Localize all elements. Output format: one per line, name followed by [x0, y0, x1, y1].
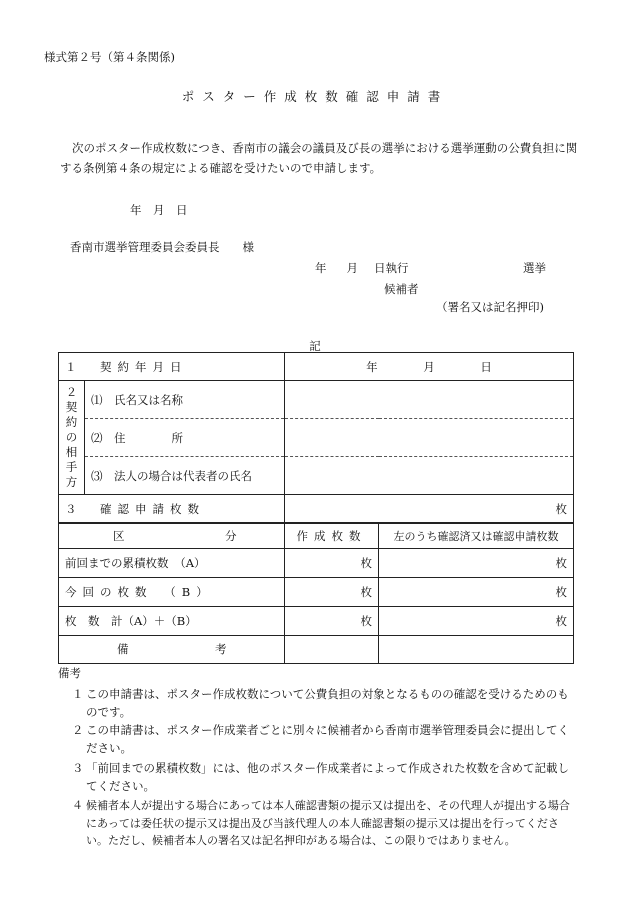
note-number: ２ [72, 723, 84, 737]
category-header-b: 分 [225, 528, 237, 543]
party-label: ２契約の相手方 [65, 385, 78, 489]
current-confirmed-unit: 枚 [379, 578, 574, 607]
contract-day: 日 [480, 359, 492, 374]
cumulative-created-unit: 枚 [285, 549, 379, 578]
note-text: 候補者本人が提出する場合にあっては本人確認書類の提示又は提出を、その代理人が提出する場合にあっては委任状の提示又は提出及び当該代理人の本人確認書類の提示又は提出を行ってください。ただし、候補者本人の署名又は記名押印がある場合は、この限りではありません。 [86, 799, 570, 847]
table-row [59, 549, 574, 578]
table-row [59, 578, 574, 607]
party-label-cell [59, 381, 85, 495]
addressee: 香南市選挙管理委員会委員長 様 [70, 240, 254, 254]
note-item [72, 759, 577, 795]
remarks-label-a: 備 [117, 642, 129, 656]
exec-day: 日執行 [374, 261, 409, 275]
total-created-unit: 枚 [285, 607, 379, 636]
contract-month: 月 [423, 359, 435, 374]
ki-heading: 記 [309, 339, 321, 353]
note-item [72, 721, 577, 757]
note-number: ３ [72, 761, 84, 775]
party-item-representative: ⑶ 法人の場合は代表者の氏名 [85, 457, 285, 495]
requested-count-unit: 枚 [285, 495, 574, 524]
exec-year: 年 [315, 261, 327, 275]
party-row-representative [59, 457, 574, 495]
count-header-row [59, 523, 574, 549]
party-row-address [59, 419, 574, 457]
party-name-field[interactable] [285, 381, 574, 419]
document-title: ポスター作成枚数確認申請書 [181, 89, 449, 104]
party-item-address: ⑵ 住 所 [85, 419, 285, 457]
note-number: １ [72, 687, 84, 701]
total-label: 枚 数 計（A）＋（B） [59, 607, 285, 636]
note-text: この申請書は、ポスター作成枚数について公費負担の対象となるものの確認を受けるためのものです。 [86, 687, 569, 719]
note-item [72, 797, 577, 850]
remarks-confirmed-field[interactable] [379, 636, 574, 664]
party-item-name: ⑴ 氏名又は名称 [85, 381, 285, 419]
party-representative-field[interactable] [285, 457, 574, 495]
election-execution-line [315, 260, 546, 276]
created-count-header: 作成枚数 [285, 523, 379, 549]
candidate-label: 候補者 [384, 282, 419, 296]
cumulative-confirmed-unit: 枚 [379, 549, 574, 578]
cumulative-label: 前回までの累積枚数 （A） [59, 549, 285, 578]
note-text: この申請書は、ポスター作成業者ごとに別々に候補者から香南市選挙管理委員会に提出してください。 [86, 723, 569, 755]
notes-title: 備考 [58, 666, 81, 680]
category-header-a: 区 [113, 528, 125, 543]
requested-count-label: ３ 確認申請枚数 [59, 495, 285, 524]
party-address-field[interactable] [285, 419, 574, 457]
note-number: ４ [72, 799, 83, 812]
category-header [59, 523, 285, 549]
intro-paragraph: 次のポスター作成枚数につき、香南市の議会の議員及び長の選挙における選挙運動の公費負担に関する条例第４条の規定による確認を受けたいので申請します。 [60, 141, 578, 175]
application-date: 年 月 日 [130, 203, 188, 217]
requested-count-row [59, 495, 574, 524]
note-text: 「前回までの累積枚数」には、他のポスター作成業者によって作成された枚数を含めて記載してください。 [86, 761, 569, 793]
party-row-name [59, 381, 574, 419]
confirmed-count-header: 左のうち確認済又は確認申請枚数 [379, 523, 574, 549]
signature-note: （署名又は記名押印) [436, 300, 544, 314]
exec-month: 月 [346, 261, 358, 275]
form-number: 様式第２号（第４条関係) [44, 50, 175, 64]
remarks-row [59, 636, 574, 664]
current-created-unit: 枚 [285, 578, 379, 607]
contract-date-row [59, 353, 574, 381]
remarks-label [59, 636, 285, 664]
remarks-label-b: 考 [215, 642, 227, 656]
contract-date-value [285, 353, 574, 381]
note-item [72, 685, 577, 721]
application-table [58, 352, 574, 664]
total-confirmed-unit: 枚 [379, 607, 574, 636]
current-label: 今回の枚数 （B） [59, 578, 285, 607]
contract-date-label: １ 契約年月日 [59, 353, 285, 381]
contract-year: 年 [366, 359, 378, 374]
election-name: 選挙 [523, 261, 546, 275]
remarks-created-field[interactable] [285, 636, 379, 664]
table-row [59, 607, 574, 636]
